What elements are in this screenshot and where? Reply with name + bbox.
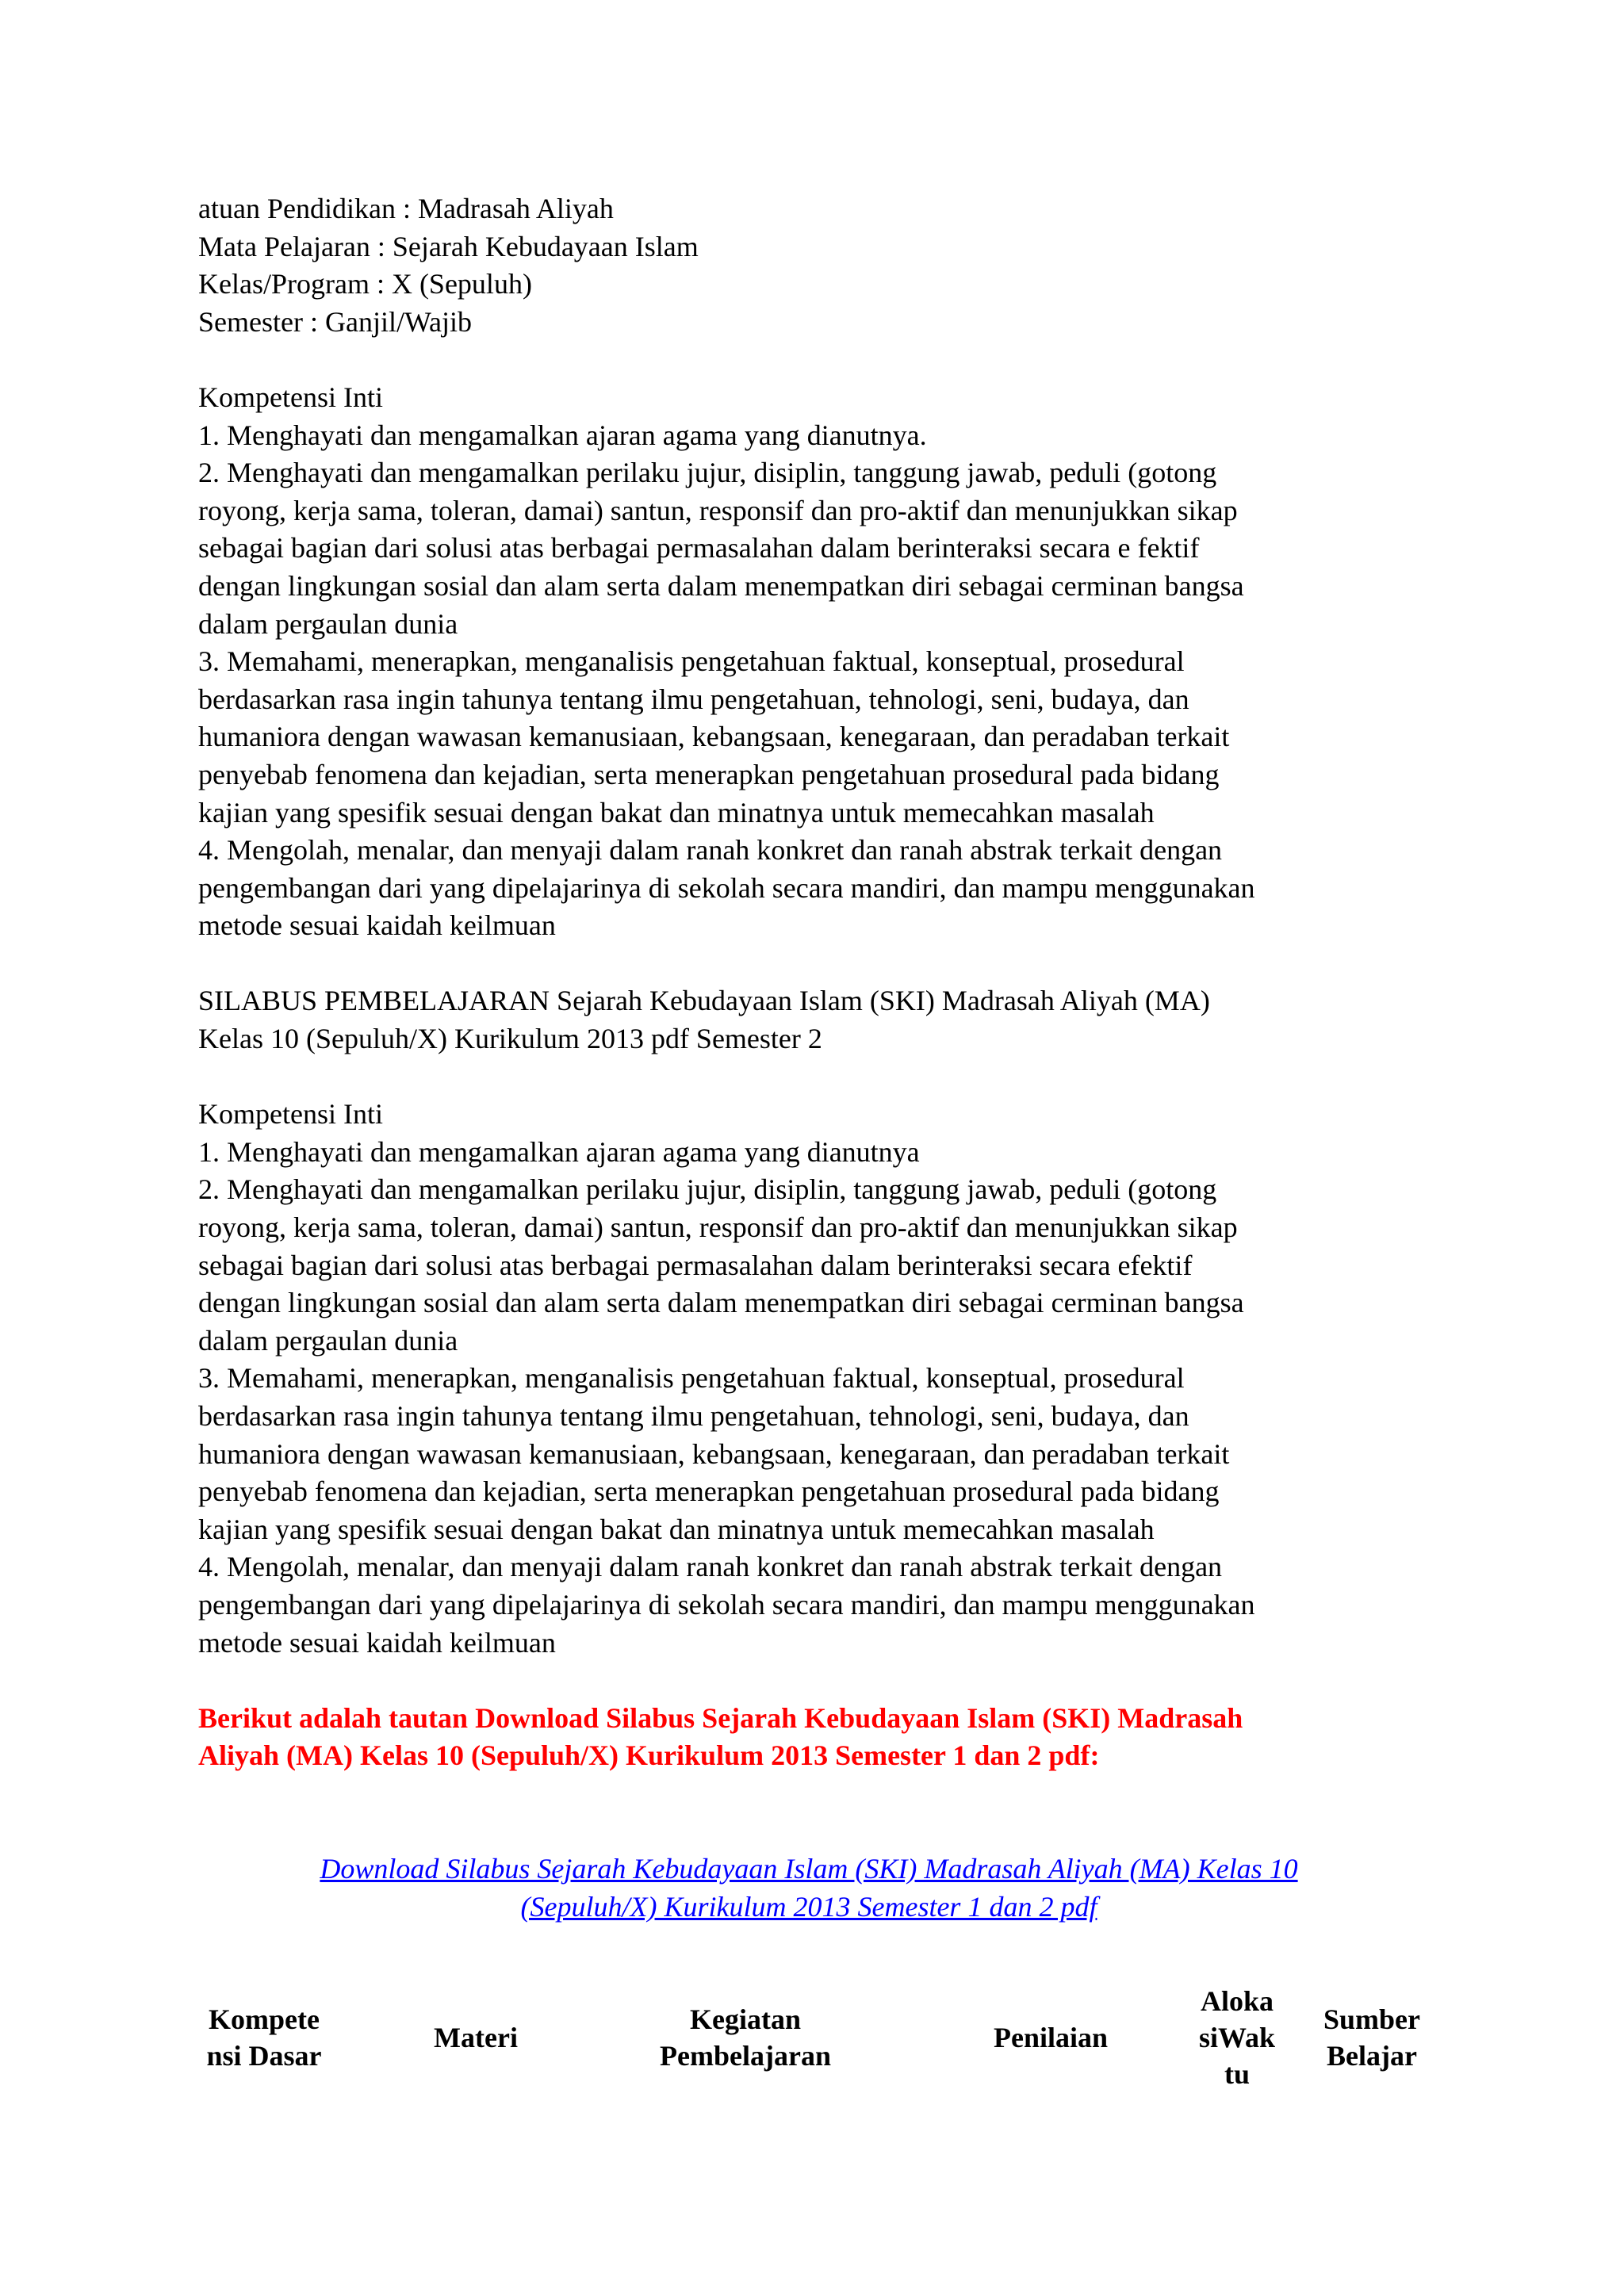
paragraph-line: 2. Menghayati dan mengamalkan perilaku jujur, disiplin, tanggung jawab, peduli (gotong	[198, 1173, 1217, 1206]
header-text: Kegiatan	[689, 2003, 801, 2035]
header-text: Pembelajaran	[660, 2040, 831, 2072]
document-body	[198, 190, 1419, 1775]
silabus-line: Kelas 10 (Sepuluh/X) Kurikulum 2013 pdf Semester 2	[198, 1023, 822, 1055]
paragraph-line: 4. Mengolah, menalar, dan menyaji dalam ranah konkret dan ranah abstrak terkait dengan	[198, 1551, 1223, 1583]
paragraph-line: pengembangan dari yang dipelajarinya di sekolah secara mandiri, dan mampu menggunakan	[198, 1588, 1255, 1621]
paragraph-line: 3. Memahami, menerapkan, menganalisis pengetahuan faktual, konseptual, prosedural	[198, 1362, 1185, 1395]
header-text: Aloka	[1200, 1985, 1274, 2017]
paragraph-line: 2. Menghayati dan mengamalkan perilaku jujur, disiplin, tanggung jawab, peduli (gotong	[198, 457, 1217, 489]
paragraph-line: 3. Memahami, menerapkan, menganalisis pengetahuan faktual, konseptual, prosedural	[198, 645, 1185, 678]
syllabus-table-header	[0, 1966, 1624, 2109]
paragraph-line: pengembangan dari yang dipelajarinya di sekolah secara mandiri, dan mampu menggunakan	[198, 871, 1255, 904]
paragraph-line: humaniora dengan wawasan kemanusiaan, kebangsaan, kenegaraan, dan peradaban terkait	[198, 1437, 1230, 1470]
paragraph-line: kajian yang spesifik sesuai dengan bakat dan minatnya untuk memecahkan masalah	[198, 796, 1155, 828]
header-line: Semester : Ganjil/Wajib	[198, 305, 473, 338]
silabus-title	[198, 982, 1419, 1058]
paragraph-line: penyebab fenomena dan kejadian, serta menerapkan pengetahuan prosedural pada bidang	[198, 1475, 1220, 1508]
header-text: Penilaian	[993, 2022, 1109, 2053]
paragraph-line: humaniora dengan wawasan kemanusiaan, kebangsaan, kenegaraan, dan peradaban terkait	[198, 721, 1230, 753]
download-link-line[interactable]: Download Silabus Sejarah Kebudayaan Islam (SKI) Madrasah Aliyah (MA) Kelas 10	[320, 1853, 1298, 1885]
column-header-kegiatan-pembelajaran	[626, 1966, 864, 2109]
download-link-block	[198, 1850, 1419, 1926]
paragraph-line: dalam pergaulan dunia	[198, 1324, 458, 1357]
paragraph-line: 1. Menghayati dan mengamalkan ajaran agama yang dianutnya.	[198, 419, 927, 451]
header-text: siWak	[1198, 2022, 1276, 2053]
download-link[interactable]	[320, 1853, 1297, 1885]
highlight-line: Berikut adalah tautan Download Silabus Sejarah Kebudayaan Islam (SKI) Madrasah	[198, 1701, 1243, 1734]
paragraph-line: berdasarkan rasa ingin tahunya tentang ilmu pengetahuan, tehnologi, seni, budaya, dan	[198, 683, 1189, 715]
paragraph-line: penyebab fenomena dan kejadian, serta menerapkan pengetahuan prosedural pada bidang	[198, 758, 1220, 790]
paragraph-line: dengan lingkungan sosial dan alam serta dalam menempatkan diri sebagai cerminan bangsa	[198, 1287, 1244, 1319]
column-header-penilaian	[952, 1966, 1150, 2109]
header-text: Materi	[434, 2022, 518, 2053]
column-header-alokasi-waktu	[1182, 1966, 1293, 2109]
document-header	[198, 190, 1419, 341]
column-header-materi	[396, 1966, 555, 2109]
paragraph-line: dengan lingkungan sosial dan alam serta dalam menempatkan diri sebagai cerminan bangsa	[198, 569, 1244, 602]
paragraph-line: royong, kerja sama, toleran, damai) santun, responsif dan pro-aktif dan menunjukkan sikap	[198, 1211, 1238, 1244]
paragraph-line: royong, kerja sama, toleran, damai) santun, responsif dan pro-aktif dan menunjukkan sikap	[198, 494, 1238, 526]
silabus-line: SILABUS PEMBELAJARAN Sejarah Kebudayaan Islam (SKI) Madrasah Aliyah (MA)	[198, 985, 1210, 1017]
paragraph-line: 4. Mengolah, menalar, dan menyaji dalam ranah konkret dan ranah abstrak terkait dengan	[198, 834, 1223, 867]
header-text: Sumber	[1323, 2003, 1420, 2035]
download-intro	[198, 1700, 1419, 1775]
header-text: Kompete	[209, 2003, 320, 2035]
paragraph-line: sebagai bagian dari solusi atas berbagai permasalahan dalam berinteraksi secara e fektif	[198, 532, 1200, 564]
header-text: tu	[1224, 2058, 1250, 2090]
header-line: atuan Pendidikan : Madrasah Aliyah	[198, 193, 614, 224]
section-title: Kompetensi Inti	[198, 1098, 383, 1131]
download-link-line[interactable]: (Sepuluh/X) Kurikulum 2013 Semester 1 dan 2 pdf	[520, 1891, 1097, 1923]
column-header-sumber-belajar	[1308, 1966, 1435, 2109]
paragraph-line: dalam pergaulan dunia	[198, 607, 458, 640]
paragraph-line: metode sesuai kaidah keilmuan	[198, 1626, 556, 1659]
highlight-line: Aliyah (MA) Kelas 10 (Sepuluh/X) Kurikulum 2013 Semester 1 dan 2 pdf:	[198, 1739, 1100, 1772]
section-title: Kompetensi Inti	[198, 381, 383, 413]
paragraph-line: metode sesuai kaidah keilmuan	[198, 909, 556, 942]
header-text: nsi Dasar	[206, 2040, 322, 2072]
paragraph-line: sebagai bagian dari solusi atas berbagai permasalahan dalam berinteraksi secara efektif	[198, 1249, 1193, 1281]
kompetensi-inti-section-2	[198, 1096, 1419, 1662]
kompetensi-inti-section-1	[198, 379, 1419, 945]
download-link[interactable]	[521, 1891, 1097, 1923]
header-text: Belajar	[1327, 2040, 1417, 2072]
paragraph-line: 1. Menghayati dan mengamalkan ajaran agama yang dianutnya	[198, 1135, 920, 1168]
header-line: Mata Pelajaran : Sejarah Kebudayaan Islam	[198, 230, 699, 262]
column-header-kompetensi-dasar	[181, 1966, 347, 2109]
paragraph-line: berdasarkan rasa ingin tahunya tentang ilmu pengetahuan, tehnologi, seni, budaya, dan	[198, 1400, 1189, 1432]
header-line: Kelas/Program : X (Sepuluh)	[198, 268, 532, 300]
paragraph-line: kajian yang spesifik sesuai dengan bakat dan minatnya untuk memecahkan masalah	[198, 1513, 1155, 1545]
